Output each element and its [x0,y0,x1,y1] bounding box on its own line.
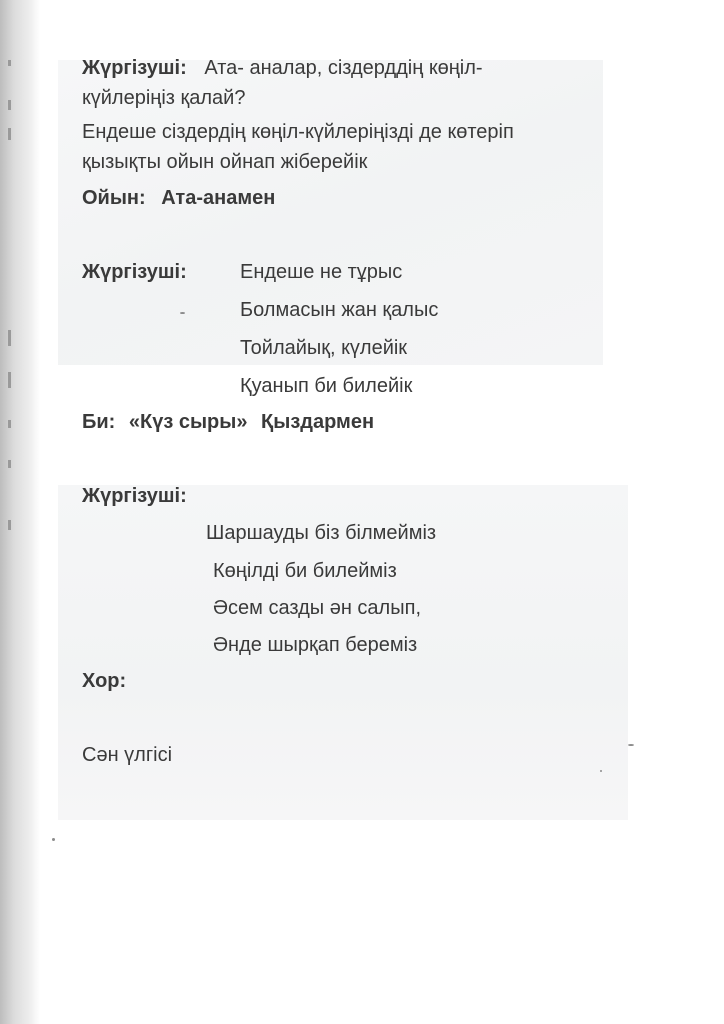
verse2-line-4: Әнде шырқап береміз [213,634,418,656]
verse1-line-1: Ендеше не тұрыс [240,261,403,283]
scan-speck [52,838,55,841]
intro-text-1: Ата- аналар, сіздерддің көңіл- [204,57,483,79]
scan-mark [8,100,11,110]
dance-title: «Күз сыры» [128,411,248,433]
song-example: Сән үлгісі [82,744,173,766]
game-label: Ойын: [82,187,146,209]
verse1-line-4: Қуанып би билейік [240,375,413,397]
game-heading [82,186,275,210]
dance-heading [82,410,374,434]
intro-line-2: күйлеріңіз қалай? [82,87,246,109]
intro-line-3: Ендеше сіздердің көңіл-күйлеріңізді де көтеріп [82,121,514,143]
verse1-line-2: Болмасын жан қалыс [240,299,439,321]
intro-line-4: қызықты ойын ойнап жіберейік [82,151,368,173]
choir-label: Хор: [82,670,127,692]
verse2-line-1: Шаршауды біз білмейміз [206,522,437,544]
verse2-line-2: Көңілді би билейміз [213,560,397,582]
host-label: Жүргізуші: [82,261,187,283]
page-binding-edge [0,0,40,1024]
verse2-line-3-text: Әсем сазды ән салып [213,597,416,619]
scan-mark [8,460,11,468]
scan-speck [600,770,602,772]
host-label: Жүргізуші: [82,485,187,507]
scan-mark [8,330,11,346]
scan-mark [8,372,11,388]
host-label: Жүргізуші: [82,57,187,79]
verse1-line-3: Тойлайық, күлейік [240,337,408,359]
scan-mark [8,60,11,66]
scan-mark [8,420,11,428]
verse2-line-3: Әсем сазды ән салып, [213,597,421,619]
dance-performer: Қыздармен [261,411,375,433]
scan-speck [628,744,634,746]
scan-mark [8,128,11,140]
dance-label: Би: [82,411,116,433]
intro-line-1 [82,56,483,80]
scan-speck [180,312,185,314]
game-title: Ата-анамен [161,187,276,209]
scan-mark [8,520,11,530]
